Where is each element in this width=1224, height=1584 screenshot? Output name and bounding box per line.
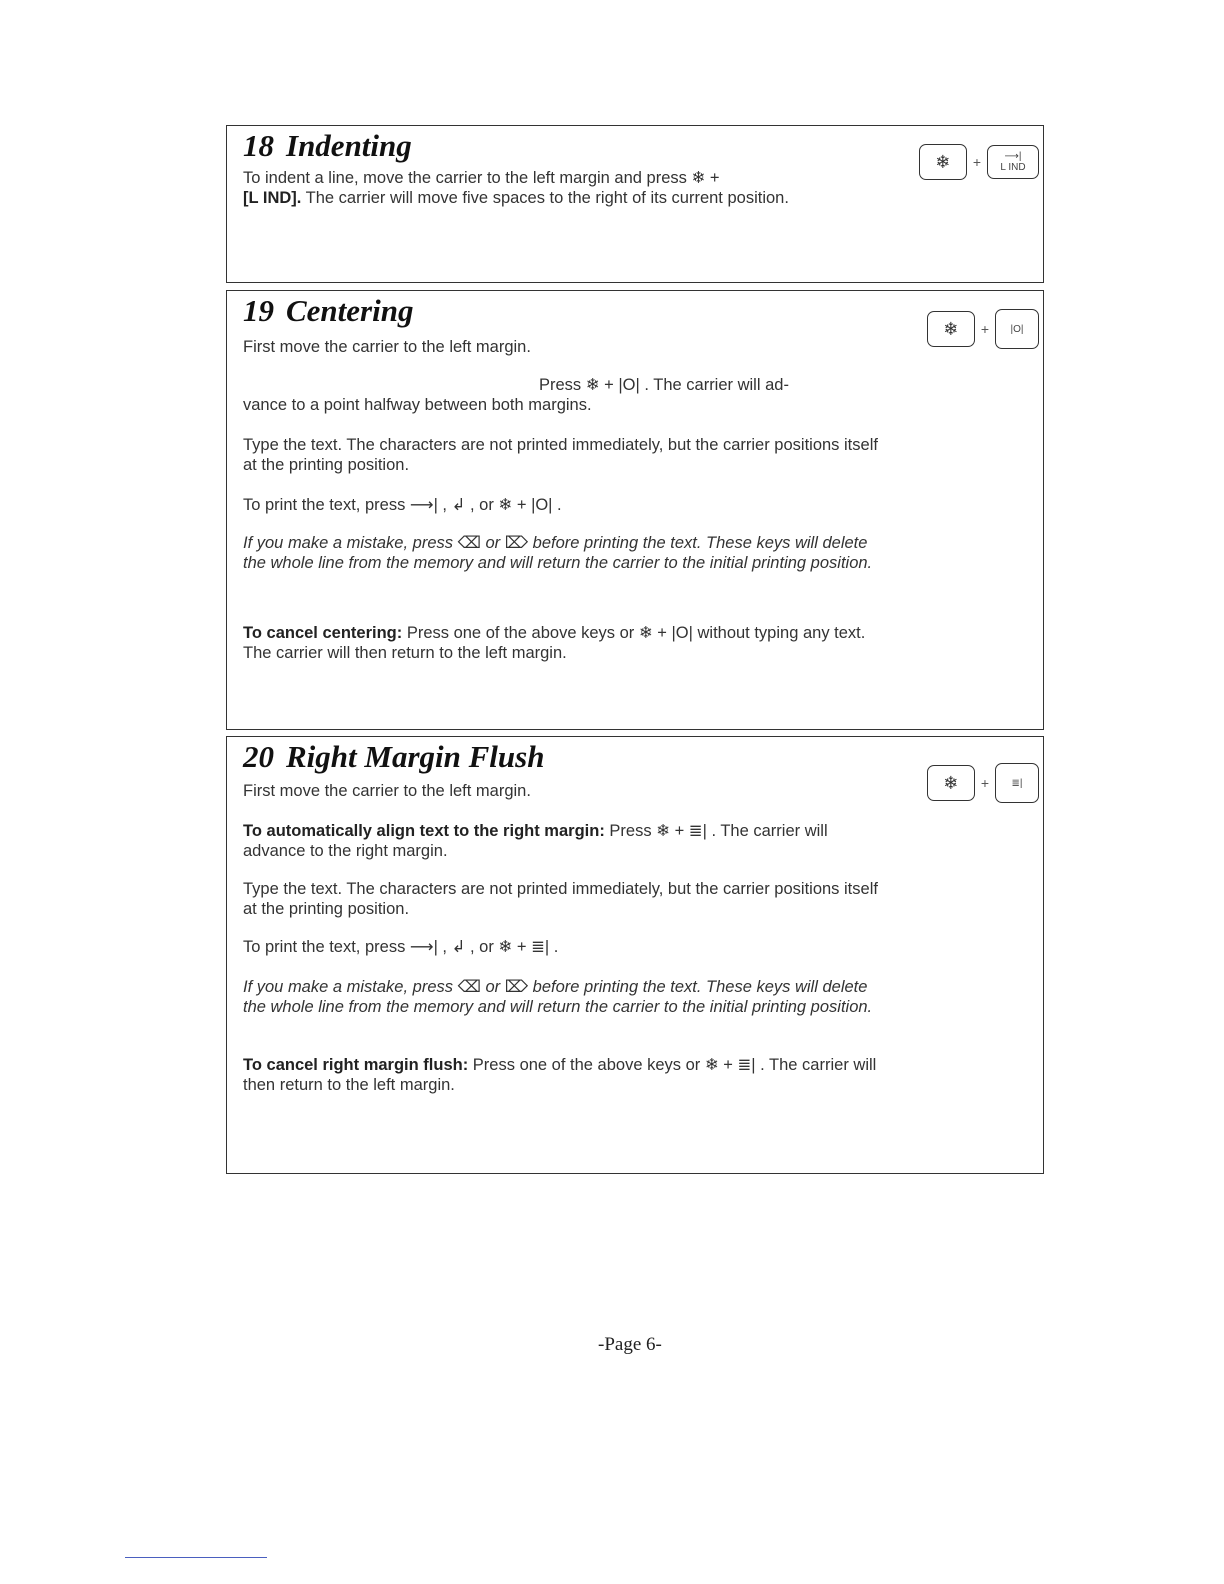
section-title: 18 Indenting [243, 128, 412, 163]
code-key-icon: ❄ [919, 144, 967, 180]
paragraph: To print the text, press ⟶| , ↲ , or ❄ + |O| . [243, 496, 562, 514]
cancel-note: To cancel centering: Press one of the above keys or ❄ + |O| without typing any text. The carrier will then return to the left margin. [243, 624, 866, 662]
code-key-icon: ❄ [927, 765, 975, 801]
key-combo: ❄ + |O| [927, 309, 1039, 349]
flush-right-key-icon: ≣| [995, 763, 1039, 803]
paragraph: To automatically align text to the right margin: Press ❄ + ≣| . The carrier will advance to the right margin. [243, 822, 828, 860]
paragraph: To print the text, press ⟶| , ↲ , or ❄ + ≣| . [243, 938, 559, 956]
center-key-icon: |O| [995, 309, 1039, 349]
section-right-margin-flush [226, 736, 1044, 1174]
paragraph: First move the carrier to the left margin. [243, 338, 531, 356]
paragraph: First move the carrier to the left margin. [243, 782, 531, 800]
paragraph: Press ❄ + |O| . The carrier will ad- vance to a point halfway between both margins. [243, 376, 789, 414]
paragraph: Type the text. The characters are not printed immediately, but the carrier positions itself at the printing position. [243, 880, 878, 918]
section-title: 20 Right Margin Flush [243, 739, 545, 774]
cancel-note: To cancel right margin flush: Press one of the above keys or ❄ + ≣| . The carrier will then return to the left margin. [243, 1056, 877, 1094]
key-combo: ❄ + ⟶| L IND [919, 144, 1039, 180]
section-centering [226, 290, 1044, 730]
indent-instructions: To indent a line, move the carrier to the left margin and press ❄ + [L IND]. The carrier will move five spaces to the right of its current position. [243, 169, 789, 207]
section-indenting [226, 125, 1044, 283]
footer-rule [125, 1557, 267, 1558]
mistake-note: If you make a mistake, press ⌫ or ⌦ before printing the text. These keys will delete the whole line from the memory and will return the carrier to the initial printing position. [243, 534, 873, 572]
key-combo: ❄ + ≣| [927, 763, 1039, 803]
l-ind-key-icon: ⟶| L IND [987, 145, 1039, 179]
paragraph: Type the text. The characters are not printed immediately, but the carrier positions itself at the printing position. [243, 436, 878, 474]
mistake-note: If you make a mistake, press ⌫ or ⌦ before printing the text. These keys will delete the whole line from the memory and will return the carrier to the initial printing position. [243, 978, 873, 1016]
page-number: -Page 6- [598, 1334, 662, 1355]
code-key-icon: ❄ [927, 311, 975, 347]
section-title: 19 Centering [243, 293, 414, 328]
